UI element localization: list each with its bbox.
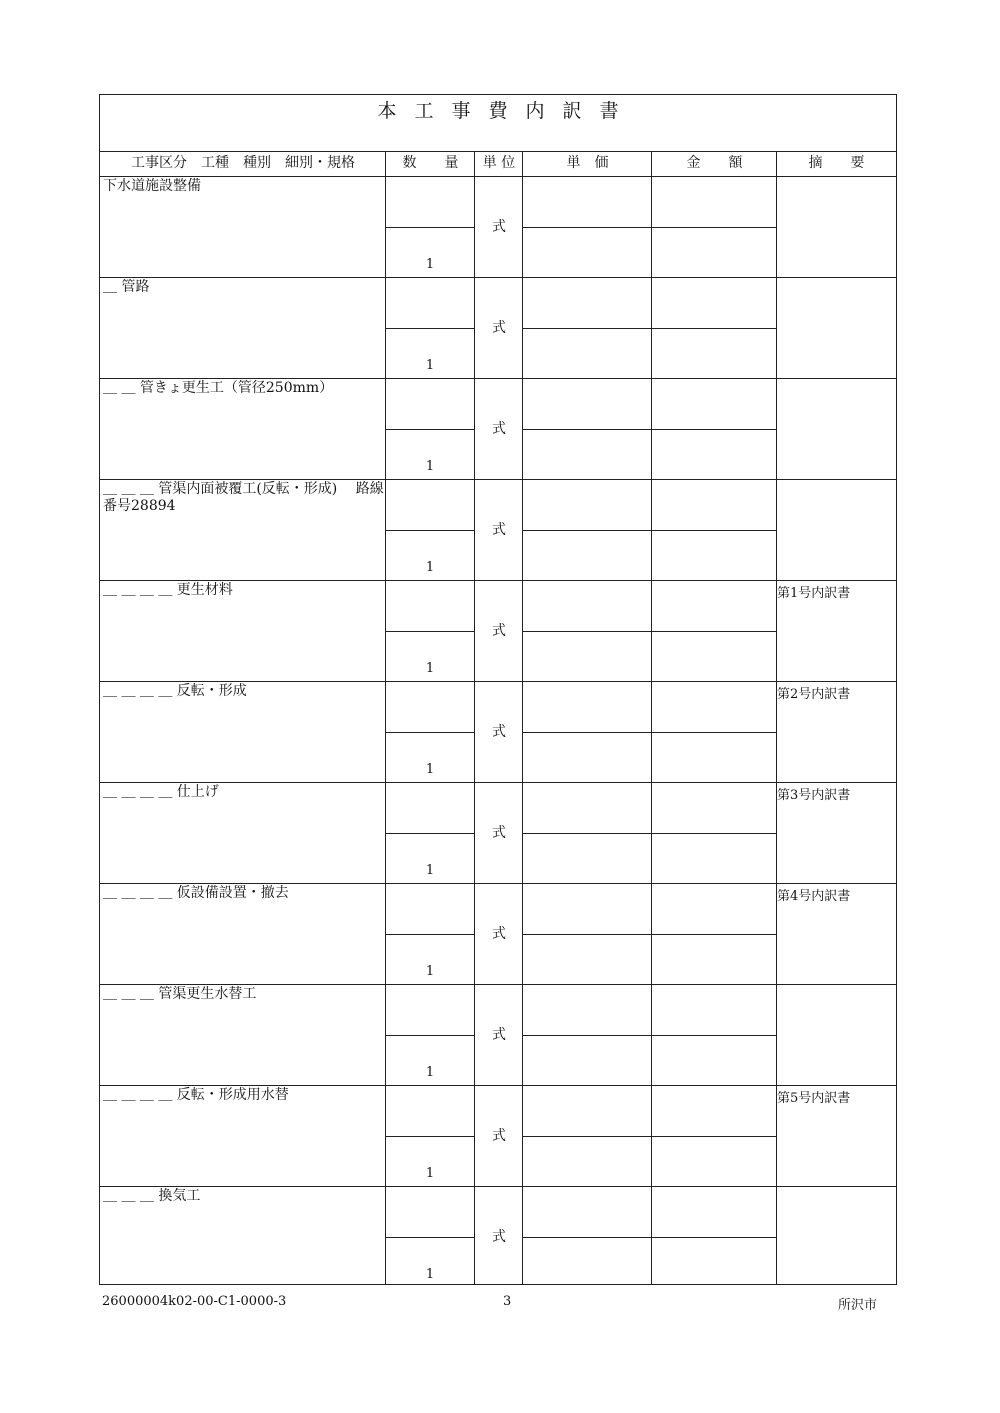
item-name: ＿ ＿ ＿ 換気工 (103, 1188, 201, 1204)
header-item: 工事区分 工種 種別 細別・規格 (131, 155, 355, 171)
cell-divider (386, 1237, 474, 1238)
unit: 式 (492, 1128, 506, 1144)
header-unit: 単 位 (482, 155, 516, 171)
quantity: 1 (425, 1267, 435, 1282)
cell-divider (386, 328, 474, 329)
unit: 式 (492, 522, 506, 538)
quantity: 1 (425, 1166, 435, 1181)
header-amount: 金 額 (686, 155, 743, 171)
note: 第2号内訳書 (777, 687, 851, 702)
quantity: 1 (425, 964, 435, 979)
cell-divider (652, 934, 776, 935)
cell-divider (386, 631, 474, 632)
document-code: 26000004k02-00-C1-0000-3 (102, 1294, 287, 1309)
note: 第5号内訳書 (777, 1091, 851, 1106)
cell-divider (652, 328, 776, 329)
cell-divider (386, 1136, 474, 1137)
cell-divider (386, 227, 474, 228)
estimate-sheet (99, 94, 897, 1285)
page-number: 3 (503, 1294, 512, 1309)
cell-divider (523, 429, 651, 430)
cell-divider (523, 530, 651, 531)
column-divider (522, 151, 523, 1284)
cell-divider (523, 833, 651, 834)
cell-divider (652, 1237, 776, 1238)
quantity: 1 (425, 661, 435, 676)
note: 第1号内訳書 (777, 586, 851, 601)
quantity: 1 (425, 459, 435, 474)
item-name: 下水道施設整備 (103, 178, 201, 194)
cell-divider (386, 530, 474, 531)
column-divider (385, 151, 386, 1284)
cell-divider (652, 732, 776, 733)
cell-divider (652, 1136, 776, 1137)
cell-divider (523, 732, 651, 733)
unit: 式 (492, 1229, 506, 1245)
unit: 式 (492, 825, 506, 841)
quantity: 1 (425, 762, 435, 777)
item-name: ＿ ＿ ＿ ＿ 更生材料 (103, 582, 233, 598)
note: 第3号内訳書 (777, 788, 851, 803)
cell-divider (523, 1035, 651, 1036)
cell-divider (386, 1035, 474, 1036)
header-price: 単 価 (566, 155, 609, 171)
cell-divider (386, 934, 474, 935)
item-name: ＿ ＿ ＿ ＿ 仮設備設置・撤去 (103, 885, 289, 901)
quantity: 1 (425, 863, 435, 878)
cell-divider (386, 429, 474, 430)
quantity: 1 (425, 560, 435, 575)
unit: 式 (492, 623, 506, 639)
cell-divider (523, 1237, 651, 1238)
unit: 式 (492, 1027, 506, 1043)
column-divider (474, 151, 475, 1284)
unit: 式 (492, 421, 506, 437)
cell-divider (386, 833, 474, 834)
cell-divider (386, 732, 474, 733)
cell-divider (652, 429, 776, 430)
item-name: ＿ ＿ ＿ 管渠更生水替工 (103, 986, 257, 1002)
unit: 式 (492, 219, 506, 235)
cell-divider (652, 530, 776, 531)
cell-divider (523, 631, 651, 632)
cell-divider (523, 227, 651, 228)
unit: 式 (492, 926, 506, 942)
cell-divider (652, 631, 776, 632)
cell-divider (523, 934, 651, 935)
item-name: ＿ ＿ 管きょ更生工（管径250mm） (103, 380, 334, 396)
column-divider (776, 151, 777, 1284)
quantity: 1 (425, 1065, 435, 1080)
item-name: ＿ ＿ ＿ ＿ 反転・形成 (103, 683, 247, 699)
note: 第4号内訳書 (777, 889, 851, 904)
item-name: ＿ ＿ ＿ ＿ 反転・形成用水替 (103, 1087, 289, 1103)
unit: 式 (492, 724, 506, 740)
cell-divider (652, 1035, 776, 1036)
header-note: 摘 要 (808, 155, 865, 171)
column-divider (651, 151, 652, 1284)
quantity: 1 (425, 257, 435, 272)
item-name: ＿ ＿ ＿ 管渠内面被覆工(反転・形成) 路線番号28894 (103, 481, 384, 514)
city-name: 所沢市 (838, 1298, 878, 1313)
item-name: ＿ ＿ ＿ ＿ 仕上げ (103, 784, 219, 800)
header-qty: 数 量 (402, 155, 459, 171)
cell-divider (523, 328, 651, 329)
unit: 式 (492, 320, 506, 336)
document-title: 本工事費内訳書 (377, 100, 637, 122)
item-name: ＿ 管路 (103, 279, 150, 295)
cell-divider (652, 833, 776, 834)
cell-divider (652, 227, 776, 228)
quantity: 1 (425, 358, 435, 373)
cell-divider (523, 1136, 651, 1137)
